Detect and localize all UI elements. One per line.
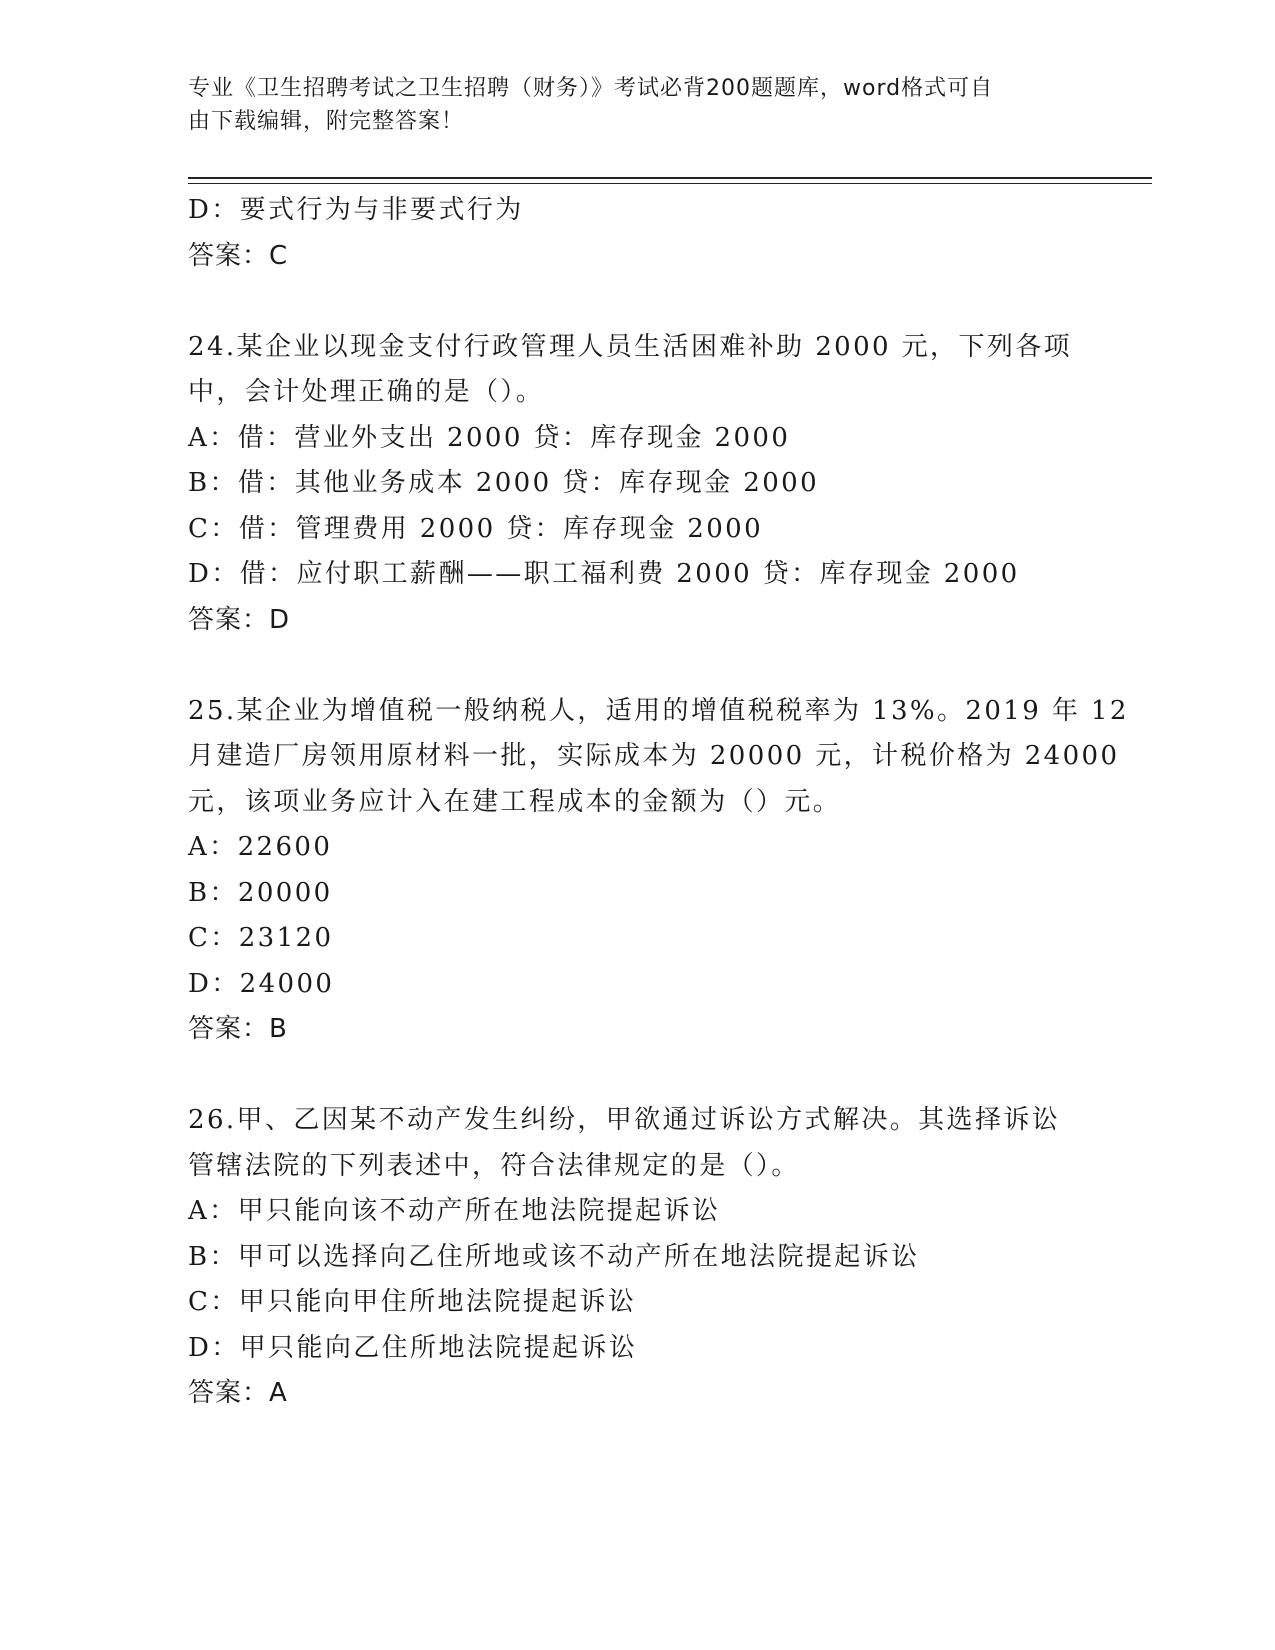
question-25 bbox=[188, 689, 1129, 1053]
page-header bbox=[188, 72, 1068, 138]
option-d: D：借：应付职工薪酬——职工福利费 2000 贷：库存现金 2000 bbox=[188, 559, 1020, 589]
question-content bbox=[188, 188, 1129, 1417]
question-stem-line: 元，该项业务应计入在建工程成本的金额为（）元。 bbox=[188, 786, 842, 817]
spacer bbox=[188, 643, 1088, 689]
option-b: B：甲可以选择向乙住所地或该不动产所在地法院提起诉讼 bbox=[188, 1241, 920, 1272]
prev-answer: 答案：C bbox=[188, 240, 289, 271]
header-rule-thin bbox=[188, 183, 1152, 184]
question-stem-line: 管辖法院的下列表述中，符合法律规定的是（）。 bbox=[188, 1150, 800, 1181]
prev-option-d: D：要式行为与非要式行为 bbox=[188, 195, 524, 225]
option-d: D：24000 bbox=[188, 968, 335, 999]
header-line-2: 由下载编辑，附完整答案！ bbox=[188, 109, 465, 134]
option-a: A：22600 bbox=[188, 832, 333, 862]
spacer bbox=[188, 279, 1088, 325]
option-b: B：借：其他业务成本 2000 贷：库存现金 2000 bbox=[188, 468, 820, 498]
answer: 答案：B bbox=[188, 1014, 288, 1044]
option-c: C：借：管理费用 2000 贷：库存现金 2000 bbox=[188, 513, 764, 544]
spacer bbox=[188, 1053, 1088, 1099]
question-24 bbox=[188, 325, 1088, 644]
header-line-1: 专业《卫生招聘考试之卫生招聘（财务）》考试必背200题题库，word格式可自 bbox=[188, 76, 994, 101]
question-stem-line: 24.某企业以现金支付行政管理人员生活困难补助 2000 元，下列各项 bbox=[188, 331, 1073, 362]
question-stem-line: 26.甲、乙因某不动产发生纠纷，甲欲通过诉讼方式解决。其选择诉讼 bbox=[188, 1105, 1061, 1135]
answer: 答案：D bbox=[188, 604, 291, 635]
header-rule-thick bbox=[188, 177, 1152, 179]
option-d: D：甲只能向乙住所地法院提起诉讼 bbox=[188, 1332, 638, 1363]
option-b: B：20000 bbox=[188, 877, 333, 908]
option-c: C：23120 bbox=[188, 923, 334, 953]
answer: 答案：A bbox=[188, 1378, 288, 1408]
option-c: C：甲只能向甲住所地法院提起诉讼 bbox=[188, 1287, 637, 1317]
question-stem-line: 25.某企业为增值税一般纳税人，适用的增值税税率为 13%。2019 年 12 bbox=[188, 695, 1129, 726]
option-a: A：甲只能向该不动产所在地法院提起诉讼 bbox=[188, 1196, 721, 1226]
question-stem-line: 中，会计处理正确的是（）。 bbox=[188, 377, 545, 407]
option-a: A：借：营业外支出 2000 贷：库存现金 2000 bbox=[188, 422, 791, 453]
question-stem-line: 月建造厂房领用原材料一批，实际成本为 20000 元，计税价格为 24000 bbox=[188, 741, 1120, 771]
question-26 bbox=[188, 1098, 1088, 1417]
